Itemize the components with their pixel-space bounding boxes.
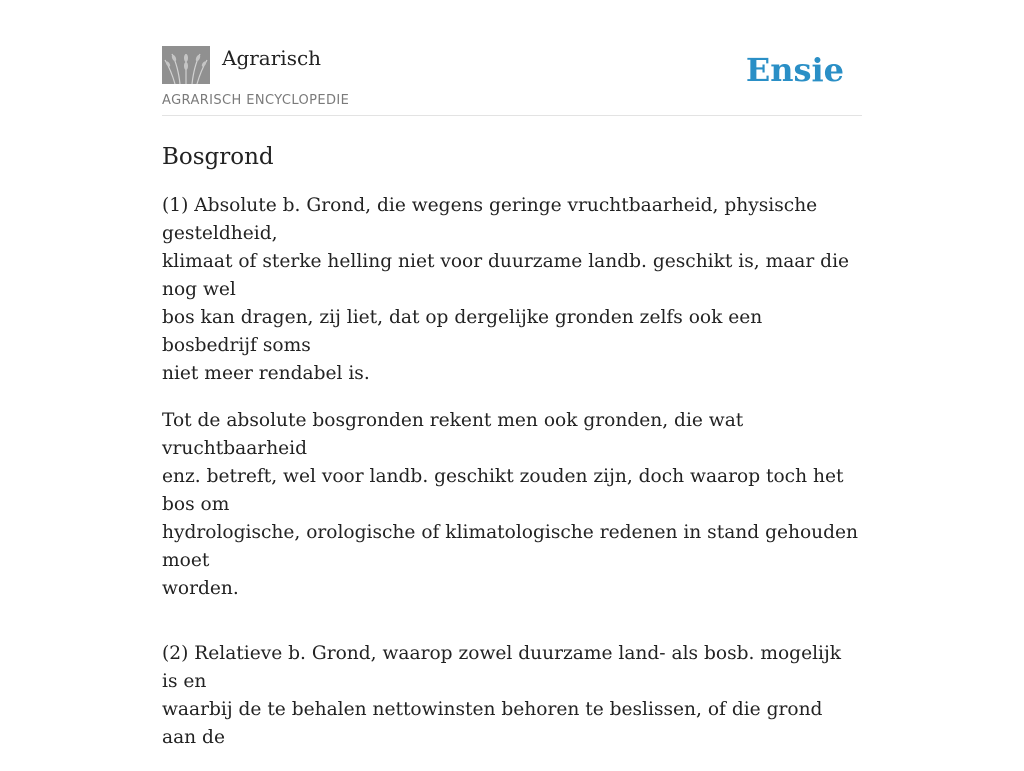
- article-title: Bosgrond: [162, 144, 274, 170]
- article-paragraph: (2) Relatieve b. Grond, waarop zowel duurzame land- als bosb. mogelijk is en waarbij de te behalen nettowinsten behoren te beslissen, of die grond aan de: [162, 643, 842, 748]
- wheat-icon[interactable]: [162, 46, 210, 84]
- content-container: [162, 0, 862, 771]
- publication-name[interactable]: Agrarisch: [222, 46, 322, 70]
- article-paragraph: (1) Absolute b. Grond, die wegens geringe vruchtbaarheid, physische gesteldheid, klimaat of sterke helling niet voor duurzame landb. geschikt is, maar die nog wel bos kan dragen, zij liet, dat op dergelijke gronden zelfs ook een bosbedrijf soms niet meer rendabel is.: [162, 195, 850, 384]
- brand-logo-link[interactable]: Ensie: [745, 51, 844, 89]
- article-paragraph: Tot de absolute bosgronden rekent men ook gronden, die wat vruchtbaarheid enz. betreft, wel voor landb. geschikt zouden zijn, doch waarop toch het bos om hydrologische, orologische of klimatologische redenen in stand gehouden moet worden.: [162, 410, 859, 599]
- article-body: [162, 192, 862, 752]
- header: [162, 0, 862, 116]
- publication-subtitle: AGRARISCH ENCYCLOPEDIE: [162, 93, 350, 108]
